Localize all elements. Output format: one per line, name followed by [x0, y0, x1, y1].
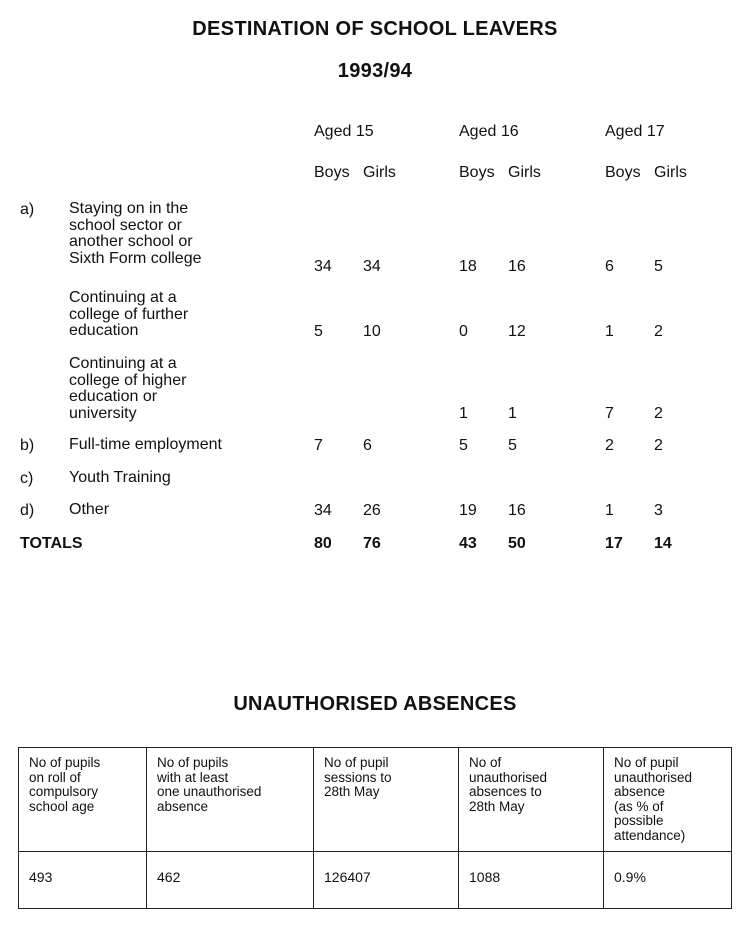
gender-header-girls-16: Girls [508, 164, 541, 181]
value-cell: 10 [363, 323, 381, 340]
value-cell: 19 [459, 502, 477, 519]
total-cell: 76 [363, 535, 381, 552]
absences-header-row [19, 748, 732, 852]
row-label-other: Other [69, 501, 110, 518]
gender-header-girls-15: Girls [363, 164, 396, 181]
age-header-16: Aged 16 [459, 123, 519, 140]
value-cell: 7 [605, 405, 614, 422]
total-cell: 14 [654, 535, 672, 552]
value-cell: 34 [314, 258, 332, 275]
total-cell: 17 [605, 535, 623, 552]
absences-title: UNAUTHORISED ABSENCES [233, 693, 517, 715]
value-cell: 7 [314, 437, 323, 454]
value-absence-percent: 0.9% [604, 852, 732, 909]
value-cell: 0 [459, 323, 468, 340]
total-cell: 80 [314, 535, 332, 552]
value-cell: 16 [508, 258, 526, 275]
value-pupils-with-absence: 462 [147, 852, 314, 909]
header-pupils-on-roll: No of pupils on roll of compulsory school age [19, 748, 147, 852]
value-cell: 6 [605, 258, 614, 275]
gender-header-girls-17: Girls [654, 164, 687, 181]
destination-year: 1993/94 [337, 60, 413, 82]
gender-header-boys-15: Boys [314, 164, 350, 181]
row-letter-b: b) [20, 437, 35, 454]
value-cell: 5 [459, 437, 468, 454]
total-cell: 43 [459, 535, 477, 552]
destination-title: DESTINATION OF SCHOOL LEAVERS [192, 18, 558, 40]
row-label-higher-education: Continuing at a college of higher education or university [69, 355, 187, 422]
age-header-17: Aged 17 [605, 123, 665, 140]
value-cell: 1 [459, 405, 468, 422]
row-letter-c: c) [20, 470, 34, 487]
row-label-staying-on: Staying on in the school sector or another school or Sixth Form college [69, 200, 202, 267]
row-letter-a: a) [20, 201, 35, 218]
header-pupil-sessions: No of pupil sessions to 28th May [314, 748, 459, 852]
row-label-youth-training: Youth Training [69, 469, 171, 486]
header-unauthorised-absences: No of unauthorised absences to 28th May [459, 748, 604, 852]
value-cell: 26 [363, 502, 381, 519]
gender-header-boys-17: Boys [605, 164, 641, 181]
value-cell: 5 [314, 323, 323, 340]
value-cell: 2 [654, 323, 663, 340]
total-cell: 50 [508, 535, 526, 552]
value-cell: 6 [363, 437, 372, 454]
value-cell: 2 [654, 405, 663, 422]
absences-value-row [19, 852, 732, 909]
value-cell: 18 [459, 258, 477, 275]
absences-table [18, 747, 732, 909]
header-pupils-with-absence: No of pupils with at least one unauthorised absence [147, 748, 314, 852]
value-cell: 1 [605, 323, 614, 340]
value-cell: 2 [654, 437, 663, 454]
header-absence-percent: No of pupil unauthorised absence (as % of possible attendance) [604, 748, 732, 852]
value-cell: 2 [605, 437, 614, 454]
row-letter-d: d) [20, 502, 35, 519]
value-cell: 12 [508, 323, 526, 340]
value-cell: 1 [605, 502, 614, 519]
value-cell: 5 [508, 437, 517, 454]
value-unauthorised-absences: 1088 [459, 852, 604, 909]
totals-label: TOTALS [20, 535, 83, 552]
value-pupils-on-roll: 493 [19, 852, 147, 909]
row-label-full-time-employment: Full-time employment [69, 436, 222, 453]
value-cell: 34 [314, 502, 332, 519]
value-cell: 3 [654, 502, 663, 519]
value-cell: 34 [363, 258, 381, 275]
value-cell: 1 [508, 405, 517, 422]
value-pupil-sessions: 126407 [314, 852, 459, 909]
age-header-15: Aged 15 [314, 123, 374, 140]
gender-header-boys-16: Boys [459, 164, 495, 181]
value-cell: 5 [654, 258, 663, 275]
row-label-further-education: Continuing at a college of further education [69, 289, 189, 339]
value-cell: 16 [508, 502, 526, 519]
